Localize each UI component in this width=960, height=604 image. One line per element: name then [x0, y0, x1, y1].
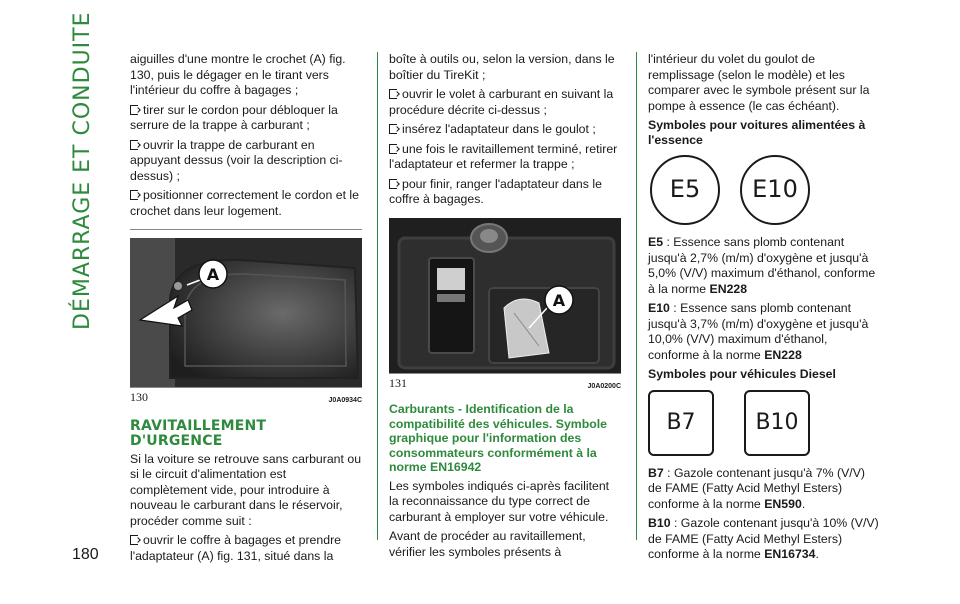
trunk-side-panel-illustration: [130, 238, 362, 388]
column-divider: [377, 52, 378, 540]
page-number: 180: [72, 546, 99, 563]
arrow-bullet-icon: [389, 124, 397, 134]
figure-marker: A: [552, 290, 566, 310]
fuel-description: B10 : Gazole contenant jusqu'à 10% (V/V) de FAME (Fatty Acid Methyl Esters) conforme à la norme EN16734.: [648, 516, 879, 561]
arrow-bullet-icon: [389, 179, 397, 189]
arrow-bullet-icon: [130, 535, 138, 545]
paragraph: Les symboles indiqués ci-après facilitent la reconnaissance du type correct de carburant à employer sur votre véhicule.: [389, 478, 610, 524]
arrow-bullet-icon: [130, 105, 138, 115]
figure-code: J0A0200C: [587, 382, 621, 390]
bullet-item: insérez l'adaptateur dans le goulot ;: [389, 122, 621, 138]
fuel-symbol-e10-icon: E10: [740, 155, 810, 225]
arrow-bullet-icon: [130, 140, 138, 150]
toolbox-adapter-illustration: [389, 218, 621, 374]
column-1: [130, 52, 362, 568]
fuel-description: B7 : Gazole contenant jusqu'à 7% (V/V) de FAME (Fatty Acid Methyl Esters) conforme à la norme EN590.: [648, 465, 865, 511]
figure-photo: [130, 238, 362, 388]
bullet-item: ouvrir le coffre à bagages et prendre l'adaptateur (A) fig. 131, situé dans la: [130, 533, 342, 563]
figure-rule: [130, 229, 362, 230]
fuel-symbol-b7-icon: B7: [648, 390, 714, 456]
figure-caption: [389, 374, 621, 395]
figure-caption: [130, 388, 362, 409]
column-2: [389, 52, 621, 564]
paragraph: l'intérieur du volet du goulot de remplissage (selon le modèle) et les comparer avec le symbole présent sur la pompe à essence (le cas échéant).: [648, 52, 870, 113]
fuel-description: E5 : Essence sans plomb contenant jusqu'à 2,7% (m/m) d'oxygène et jusqu'à 5,0% (V/V) maximum d'éthanol, conforme à la norme EN228: [648, 235, 876, 296]
figure-number: 131: [389, 375, 407, 390]
figure-marker: A: [206, 265, 220, 284]
paragraph: boîte à outils ou, selon la version, dans le boîtier du TireKit ;: [389, 52, 615, 82]
figure-photo: [389, 218, 621, 374]
subheading-diesel: Symboles pour véhicules Diesel: [648, 367, 836, 381]
figure-code: J0A0934C: [328, 397, 362, 404]
column-divider: [636, 52, 637, 540]
figure-number: 130: [130, 390, 148, 404]
bullet-item: pour finir, ranger l'adaptateur dans le coffre à bagages.: [389, 176, 602, 206]
arrow-bullet-icon: [389, 89, 397, 99]
paragraph: aiguilles d'une montre le crochet (A) fig. 130, puis le dégager en le tirant vers l'intérieur du coffre à bagages ;: [130, 52, 346, 97]
arrow-bullet-icon: [130, 190, 138, 200]
paragraph: Avant de procéder au ravitaillement, vérifier les symboles présents à: [389, 529, 586, 559]
figure-130: [130, 229, 362, 409]
section-heading: RAVITAILLEMENT D'URGENCE: [130, 417, 267, 449]
figure-131: [389, 218, 621, 395]
fuel-description: E10 : Essence sans plomb contenant jusqu'à 3,7% (m/m) d'oxygène et jusqu'à 10,0% (V/V) maximum d'éthanol, conforme à la norme EN228: [648, 301, 869, 362]
paragraph: Si la voiture se retrouve sans carburant ou si le circuit d'alimentation est complètement vide, pour introduire à nouveau le carburant dans le réservoir, procéder comme suit :: [130, 451, 362, 528]
petrol-symbols: [650, 155, 880, 225]
bullet-item: tirer sur le cordon pour débloquer la serrure de la trappe à carburant ;: [130, 102, 338, 132]
bullet-item: ouvrir la trappe de carburant en appuyant dessus (voir la description ci-dessus) ;: [130, 137, 343, 183]
diesel-symbols: [648, 390, 880, 456]
section-side-title: DÉMARRAGE ET CONDUITE: [70, 11, 95, 330]
column-3: [648, 52, 880, 567]
fuel-symbol-b10-icon: B10: [744, 390, 810, 456]
subheading-petrol: Symboles pour voitures alimentées à l'essence: [648, 118, 866, 147]
bullet-item: ouvrir le volet à carburant en suivant la procédure décrite ci-dessus ;: [389, 87, 614, 117]
subheading: Carburants - Identification de la compatibilité des véhicules. Symbole graphique pour l'information des consommateurs conformément à la norme EN16942: [389, 402, 607, 474]
arrow-bullet-icon: [389, 144, 397, 154]
bullet-item: positionner correctement le cordon et le crochet dans leur logement.: [130, 188, 359, 218]
fuel-symbol-e5-icon: E5: [650, 155, 720, 225]
bullet-item: une fois le ravitaillement terminé, retirer l'adaptateur et refermer la trappe ;: [389, 141, 618, 171]
